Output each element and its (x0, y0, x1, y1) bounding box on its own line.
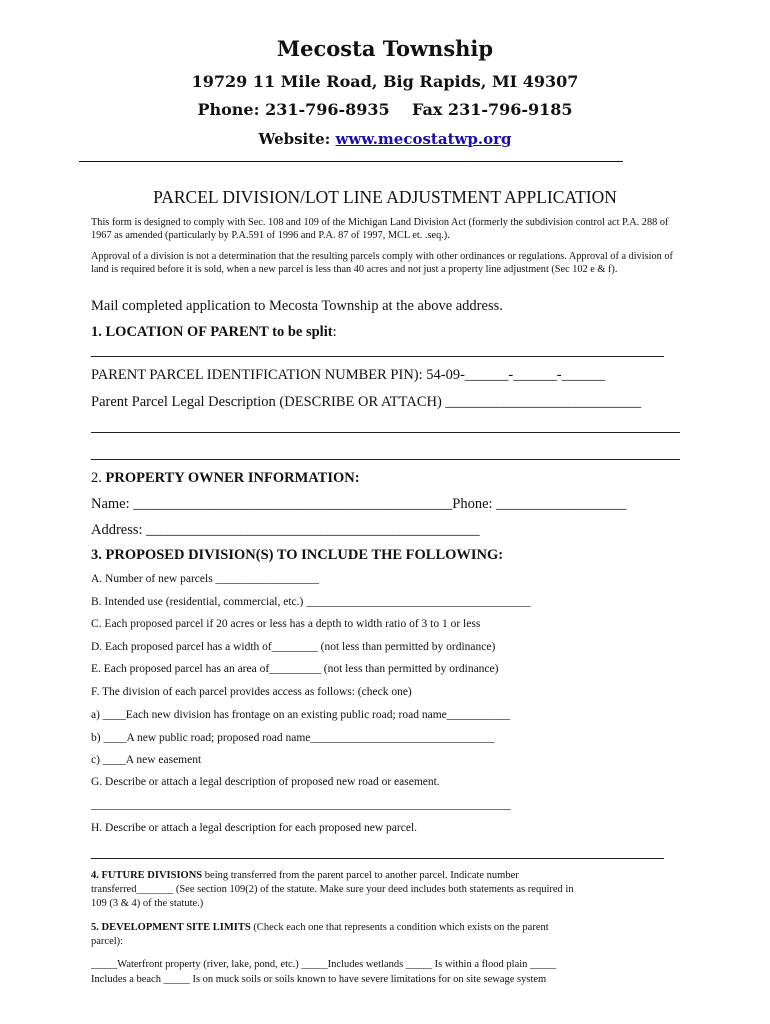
parcel-width-field[interactable]: D. Each proposed parcel has a width of________ (not less than permitted by ordinance) (91, 641, 496, 653)
parent-legal-description-field[interactable]: Parent Parcel Legal Description (DESCRIBE OR ATTACH) ___________________________ (91, 394, 642, 410)
access-option-existing-road[interactable]: a) ____Each new division has frontage on an existing public road; road name___________ (91, 709, 511, 721)
access-option-new-road[interactable]: b) ____A new public road; proposed road name________________________________ (91, 732, 495, 744)
intro-paragraph-1: This form is designed to comply with Sec. 108 and 109 of the Michigan Land Division Act (formerly the subdivision control act P.A. 288 of 1967 as amended (particularly by P.A.591 of 1996 and P.A. 87 of 1997, MCL et. .seq.). (91, 217, 669, 241)
section5-heading: 5. DEVELOPMENT SITE LIMITS (91, 922, 251, 933)
site-limits-options-1[interactable]: _____Waterfront property (river, lake, pond, etc.) _____Includes wetlands _____ Is within a flood plain _____ (91, 959, 557, 970)
access-option-easement[interactable]: c) ____A new easement (91, 754, 202, 766)
owner-name-phone-field[interactable]: Name: ____________________________________________Phone: __________________ (91, 496, 627, 512)
section4-text-1: being transferred from the parent parcel to another parcel. Indicate number (202, 870, 519, 881)
section4-heading: 4. FUTURE DIVISIONS (91, 870, 203, 881)
section1-heading (91, 324, 337, 341)
section5-line-1 (91, 922, 549, 933)
header-divider (79, 161, 623, 162)
township-phone-fax: Phone: 231-796-8935 Fax 231-796-9185 (197, 100, 573, 119)
parcel-description-line[interactable] (91, 858, 664, 859)
township-name: Mecosta Township (276, 36, 494, 61)
location-line[interactable] (91, 356, 664, 357)
section3-heading (91, 547, 503, 564)
parent-pin-field[interactable]: PARENT PARCEL IDENTIFICATION NUMBER PIN): 54-09-______-______-______ (91, 367, 606, 383)
website-label: Website: (258, 130, 336, 148)
road-easement-description-label: G. Describe or attach a legal description of proposed new road or easement. (91, 776, 440, 788)
section4-line-3: 109 (3 & 4) of the statute.) (91, 898, 204, 909)
township-website (0, 130, 770, 148)
future-divisions-transferred-field[interactable]: transferred_______ (See section 109(2) of the statute. Make sure your deed includes both statements as required in (91, 884, 574, 895)
form-title: PARCEL DIVISION/LOT LINE ADJUSTMENT APPLICATION (153, 187, 617, 207)
parcel-area-field[interactable]: E. Each proposed parcel has an area of_________ (not less than permitted by ordinance) (91, 663, 499, 675)
section1-heading-colon: : (332, 324, 337, 340)
depth-width-ratio-text: C. Each proposed parcel if 20 acres or less has a depth to width ratio of 3 to 1 or less (91, 618, 481, 630)
township-address: 19729 11 Mile Road, Big Rapids, MI 49307 (191, 72, 579, 91)
owner-address-field[interactable]: Address: ______________________________________________ (91, 522, 480, 538)
intro-paragraph-2: Approval of a division is not a determination that the resulting parcels comply with other ordinances or regulations. Approval of a division of land is required before it is sold, when a new parcel is less than 40 acres and not just a property line adjustment (Sec 102 e & f). (91, 251, 673, 275)
road-easement-description-line[interactable]: _________________________________________________________________________ (91, 799, 511, 811)
legal-description-line-1[interactable] (91, 432, 680, 433)
section2-number: 2. (91, 470, 106, 486)
parcel-description-label: H. Describe or attach a legal description for each proposed new parcel. (91, 822, 418, 834)
section4-line-1 (91, 870, 519, 881)
website-link[interactable]: www.mecostatwp.org (335, 130, 512, 148)
site-limits-options-2[interactable]: Includes a beach _____ Is on muck soils or soils known to have severe limitations for on site sewage system (91, 974, 547, 985)
access-heading: F. The division of each parcel provides access as follows: (check one) (91, 686, 412, 698)
section1-heading-text: 1. LOCATION OF PARENT to be split (91, 324, 333, 340)
section2-heading-text: PROPERTY OWNER INFORMATION: (105, 470, 360, 486)
section3-heading-text: 3. PROPOSED DIVISION(S) TO INCLUDE THE FOLLOWING: (91, 547, 504, 563)
section2-heading (91, 470, 360, 487)
intended-use-field[interactable]: B. Intended use (residential, commercial, etc.) _______________________________________ (91, 596, 531, 608)
mail-instruction: Mail completed application to Mecosta Township at the above address. (91, 298, 503, 314)
section5-text-1: (Check each one that represents a condition which exists on the parent (250, 922, 549, 933)
number-of-parcels-field[interactable]: A. Number of new parcels __________________ (91, 573, 320, 585)
section5-line-2: parcel): (91, 936, 124, 947)
legal-description-line-2[interactable] (91, 459, 680, 460)
